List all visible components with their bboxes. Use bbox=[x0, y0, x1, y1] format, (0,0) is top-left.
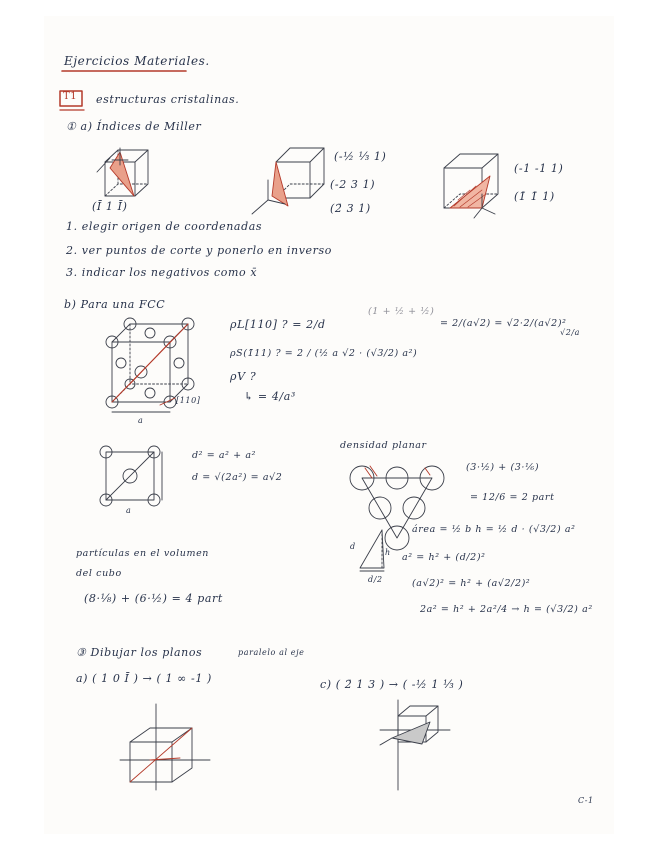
cube-2 bbox=[252, 148, 324, 214]
step-1: 1. elegir origen de coordenadas bbox=[66, 220, 263, 233]
small-triangle bbox=[360, 530, 384, 571]
volume-title-2: del cubo bbox=[76, 568, 122, 579]
cube1-label: (Ī 1 Ī) bbox=[92, 200, 128, 213]
tri-eq-1: a² = h² + (d/2)² bbox=[402, 552, 486, 563]
ex1-title: ① a) Índices de Miller bbox=[66, 120, 202, 133]
page-title: Ejercicios Materiales. bbox=[64, 54, 210, 68]
cube-3 bbox=[444, 154, 498, 218]
cube2-step-1: (-½ ⅓ 1) bbox=[334, 150, 387, 163]
planar-eq-2: = 12/6 = 2 part bbox=[470, 492, 555, 503]
tri-eq-3: 2a² = h² + 2a²/4 → h = (√3/2) a² bbox=[420, 604, 593, 615]
planar-triangle bbox=[350, 466, 444, 550]
page-number: C-1 bbox=[578, 796, 594, 805]
step-2: 2. ver puntos de corte y ponerlo en inverso bbox=[66, 244, 332, 257]
volume-eq: (8·⅛) + (6·½) = 4 part bbox=[84, 592, 223, 605]
volume-title-1: partículas en el volumen bbox=[76, 548, 210, 559]
section-title: estructuras cristalinas. bbox=[96, 93, 240, 106]
cube3-step-2: (1̄ 1̄ 1) bbox=[514, 190, 555, 203]
step-3: 3. indicar los negativos como x̄ bbox=[66, 266, 258, 279]
cube3-step-1: (-1 -1 1) bbox=[514, 162, 564, 175]
planar-title: densidad planar bbox=[340, 440, 427, 451]
section-box-label: T1 bbox=[63, 91, 78, 102]
diag-eq-1: d² = a² + a² bbox=[192, 450, 257, 461]
rho-linear-note: (1 + ½ + ½) bbox=[368, 306, 435, 317]
rho-linear-result: = 2/(a√2) = √2·2/(a√2)² bbox=[440, 318, 567, 329]
ex3-c-label: c) ( 2̄ 1 3 ) → ( -½ 1 ⅓ ) bbox=[320, 678, 464, 691]
rho-volume: ρV ? bbox=[230, 370, 257, 383]
rho-linear: ρL[110] ? = 2/d bbox=[230, 318, 326, 331]
planar-eq-1: (3·½) + (3·⅙) bbox=[466, 462, 540, 473]
plane-a-sketch bbox=[120, 704, 210, 790]
fcc-direction-label: [110] bbox=[176, 396, 201, 405]
tri-label-h: h bbox=[385, 548, 391, 557]
face-square bbox=[100, 446, 162, 506]
tri-label-d: d bbox=[350, 542, 356, 551]
cube2-step-2: (-2 3 1) bbox=[330, 178, 376, 191]
rho-surface: ρS(1̄11) ? = 2 / (½ a √2 · (√3/2) a²) bbox=[230, 348, 418, 359]
rho-volume-result: ↳ = 4/a³ bbox=[244, 390, 296, 403]
cube2-step-3: (2̄ 3 1) bbox=[330, 202, 371, 215]
ex1b-title: b) Para una FCC bbox=[64, 298, 166, 311]
fcc-edge-label: a bbox=[138, 416, 144, 425]
tri-eq-2: (a√2)² = h² + (a√2/2)² bbox=[412, 578, 531, 589]
area-eq: área = ½ b h = ½ d · (√3/2) a² bbox=[412, 524, 576, 535]
cube-1 bbox=[97, 148, 148, 196]
ex3-a-label: a) ( 1 0 Ī ) → ( 1 ∞ -1 ) bbox=[76, 672, 212, 685]
plane-c-sketch bbox=[380, 700, 450, 790]
ex3-note: paralelo al eje bbox=[238, 648, 305, 657]
ex3-title: ③ Dibujar los planos bbox=[76, 646, 203, 659]
square-edge-label: a bbox=[126, 506, 132, 515]
diag-eq-2: d = √(2a²) = a√2 bbox=[192, 472, 283, 483]
rho-linear-circled: √2/a bbox=[560, 328, 581, 337]
tri-label-d2: d/2 bbox=[368, 575, 383, 584]
